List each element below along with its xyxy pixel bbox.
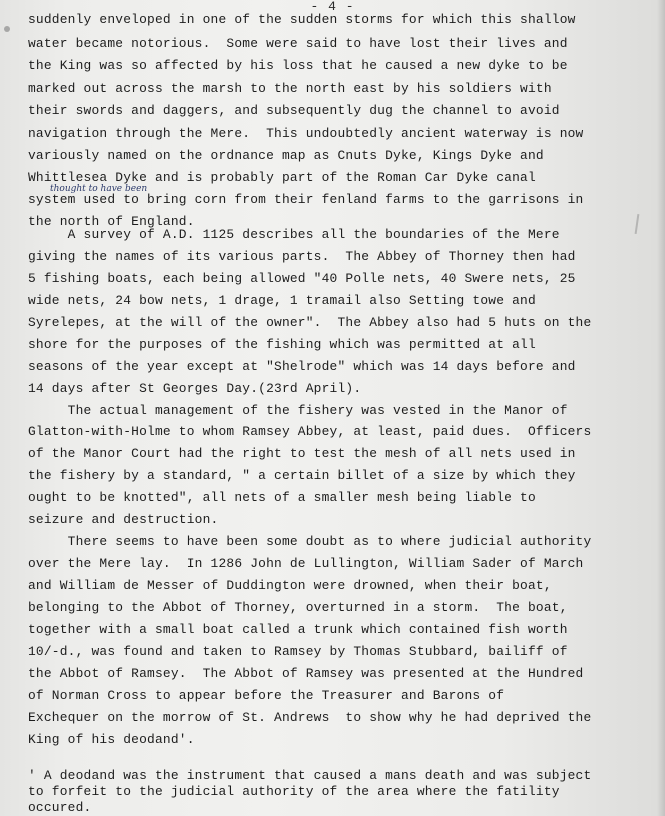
- body-line: and William de Messer of Duddington were drowned, when their boat,: [28, 578, 552, 593]
- body-line: A survey of A.D. 1125 describes all the boundaries of the Mere: [28, 227, 560, 242]
- body-line: together with a small boat called a trunk which contained fish worth: [28, 622, 568, 637]
- body-line: 10/-d., was found and taken to Ramsey by Thomas Stubbard, bailiff of: [28, 644, 568, 659]
- body-line: navigation through the Mere. This undoubtedly ancient waterway is now: [28, 126, 584, 141]
- body-line: belonging to the Abbot of Thorney, overturned in a storm. The boat,: [28, 600, 568, 615]
- body-line: seasons of the year except at "Shelrode" which was 14 days before and: [28, 359, 576, 374]
- footnote-divider: [28, 742, 58, 743]
- body-line: The actual management of the fishery was vested in the Manor of: [28, 403, 568, 418]
- body-line: the Abbot of Ramsey. The Abbot of Ramsey was presented at the Hundred: [28, 666, 584, 681]
- body-line: variously named on the ordnance map as Cnuts Dyke, Kings Dyke and: [28, 148, 544, 163]
- punch-hole-mark: [4, 26, 10, 32]
- body-line: system used to bring corn from their fenland farms to the garrisons in: [28, 192, 584, 207]
- page-edge-shadow: [657, 0, 665, 816]
- body-line: water became notorious. Some were said to have lost their lives and: [28, 36, 568, 51]
- body-line: shore for the purposes of the fishing which was permitted at all: [28, 337, 536, 352]
- body-line: 14 days after St Georges Day.(23rd April).: [28, 381, 362, 396]
- body-line: of the Manor Court had the right to test the mesh of all nets used in: [28, 446, 576, 461]
- body-line: suddenly enveloped in one of the sudden storms for which this shallow: [28, 12, 576, 27]
- body-line: marked out across the marsh to the north east by his soldiers with: [28, 81, 552, 96]
- body-line: giving the names of its various parts. The Abbey of Thorney then had: [28, 249, 576, 264]
- body-line: the King was so affected by his loss that he caused a new dyke to be: [28, 58, 568, 73]
- body-line: King of his deodand'.: [28, 732, 195, 747]
- body-text: [28, 8, 643, 815]
- footnote-line: occured.: [28, 800, 92, 815]
- handwritten-annotation: thought to have been: [50, 184, 148, 194]
- body-line: of Norman Cross to appear before the Treasurer and Barons of: [28, 688, 505, 703]
- body-line: their swords and daggers, and subsequently dug the channel to avoid: [28, 103, 560, 118]
- body-line: Whittlesea Dyke and is probably part of the Roman Car Dyke canal: [28, 170, 536, 185]
- body-line: Syrelepes, at the will of the owner". The Abbey also had 5 huts on the: [28, 315, 592, 330]
- body-line: over the Mere lay. In 1286 John de Lullington, William Sader of March: [28, 556, 584, 571]
- body-line: the north of England.: [28, 214, 195, 229]
- body-line: wide nets, 24 bow nets, 1 drage, 1 tramail also Setting towe and: [28, 293, 536, 308]
- body-line: There seems to have been some doubt as to where judicial authority: [28, 534, 592, 549]
- body-line: Glatton-with-Holme to whom Ramsey Abbey, at least, paid dues. Officers: [28, 424, 592, 439]
- body-line: seizure and destruction.: [28, 512, 219, 527]
- body-line: ought to be knotted", all nets of a smaller mesh being liable to: [28, 490, 536, 505]
- body-line: 5 fishing boats, each being allowed "40 Polle nets, 40 Swere nets, 25: [28, 271, 576, 286]
- body-line: Exchequer on the morrow of St. Andrews to show why he had deprived the: [28, 710, 592, 725]
- footnote-line: to forfeit to the judicial authority of the area where the fatility: [28, 784, 560, 799]
- footnote-line: ' A deodand was the instrument that caused a mans death and was subject: [28, 768, 592, 783]
- body-line: the fishery by a standard, " a certain billet of a size by which they: [28, 468, 576, 483]
- page-number: - 4 -: [310, 0, 355, 14]
